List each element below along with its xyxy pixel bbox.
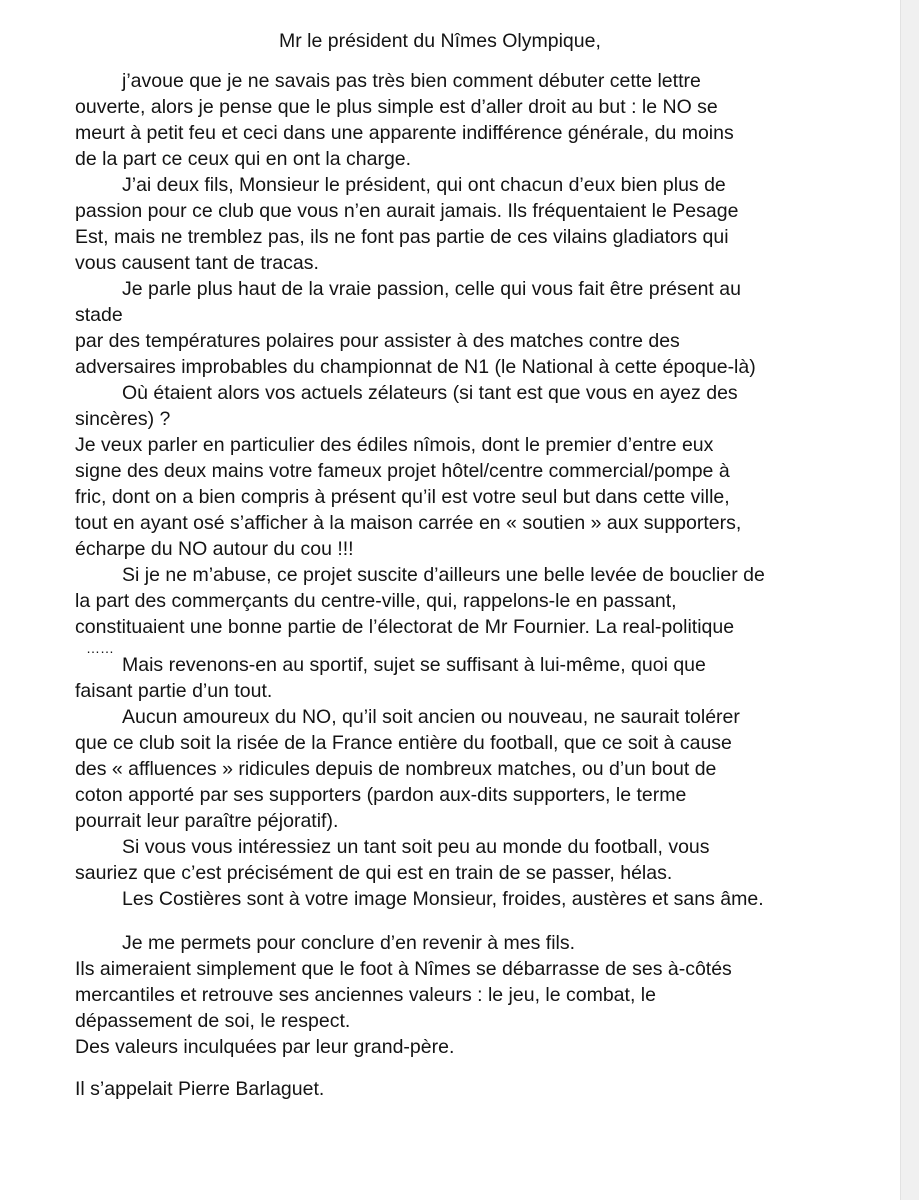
- letter-line: Les Costières sont à votre image Monsieur, froides, austères et sans âme.: [122, 888, 764, 910]
- letter-line: tout en ayant osé s’afficher à la maison carrée en « soutien » aux supporters,: [75, 512, 742, 534]
- letter-line: Ils aimeraient simplement que le foot à Nîmes se débarrasse de ses à-côtés: [75, 958, 732, 980]
- letter-line: pourrait leur paraître péjoratif).: [75, 810, 339, 832]
- letter-line: adversaires improbables du championnat de N1 (le National à cette époque-là): [75, 356, 756, 378]
- letter-line: Je parle plus haut de la vraie passion, celle qui vous fait être présent au: [122, 278, 741, 300]
- letter-line: Je me permets pour conclure d’en revenir à mes fils.: [122, 932, 576, 954]
- letter-line: j’avoue que je ne savais pas très bien comment débuter cette lettre: [122, 70, 701, 92]
- letter-line: Si je ne m’abuse, ce projet suscite d’ailleurs une belle levée de bouclier de: [122, 564, 765, 586]
- letter-line: de la part ce ceux qui en ont la charge.: [75, 148, 412, 170]
- letter-line: des « affluences » ridicules depuis de nombreux matches, ou d’un bout de: [75, 758, 717, 780]
- letter-line: J’ai deux fils, Monsieur le président, qui ont chacun d’eux bien plus de: [122, 174, 726, 196]
- letter-line: ……: [86, 640, 114, 656]
- letter-line: sincères) ?: [75, 408, 171, 430]
- letter-line: faisant partie d’un tout.: [75, 680, 273, 702]
- letter-line: Mais revenons-en au sportif, sujet se suffisant à lui-même, quoi que: [122, 654, 706, 676]
- letter-line: constituaient une bonne partie de l’électorat de Mr Fournier. La real-politique: [75, 616, 735, 638]
- letter-line: Si vous vous intéressiez un tant soit peu au monde du football, vous: [122, 836, 710, 858]
- letter-line: Aucun amoureux du NO, qu’il soit ancien ou nouveau, ne saurait tolérer: [122, 706, 740, 728]
- letter-line: Où étaient alors vos actuels zélateurs (si tant est que vous en ayez des: [122, 382, 738, 404]
- letter-line: stade: [75, 304, 123, 326]
- letter-line: signe des deux mains votre fameux projet hôtel/centre commercial/pompe à: [75, 460, 730, 482]
- letter-line: fric, dont on a bien compris à présent qu’il est votre seul but dans cette ville,: [75, 486, 730, 508]
- letter-line: écharpe du NO autour du cou !!!: [75, 538, 354, 560]
- letter-salutation: Mr le président du Nîmes Olympique,: [279, 30, 601, 52]
- letter-signature-line: Il s’appelait Pierre Barlaguet.: [75, 1078, 325, 1100]
- letter-line: sauriez que c’est précisément de qui est en train de se passer, hélas.: [75, 862, 673, 884]
- letter-line: dépassement de soi, le respect.: [75, 1010, 351, 1032]
- letter-line: ouverte, alors je pense que le plus simple est d’aller droit au but : le NO se: [75, 96, 718, 118]
- letter-line: vous causent tant de tracas.: [75, 252, 319, 274]
- letter-line: la part des commerçants du centre-ville, qui, rappelons-le en passant,: [75, 590, 677, 612]
- letter-line: mercantiles et retrouve ses anciennes valeurs : le jeu, le combat, le: [75, 984, 656, 1006]
- letter-line: Est, mais ne tremblez pas, ils ne font pas partie de ces vilains gladiators qui: [75, 226, 729, 248]
- letter-line: meurt à petit feu et ceci dans une apparente indifférence générale, du moins: [75, 122, 734, 144]
- page-edge: [900, 0, 919, 1200]
- letter-line: Je veux parler en particulier des édiles nîmois, dont le premier d’entre eux: [75, 434, 714, 456]
- letter-line: que ce club soit la risée de la France entière du football, que ce soit à cause: [75, 732, 732, 754]
- letter-line: Des valeurs inculquées par leur grand-père.: [75, 1036, 455, 1058]
- letter-line: par des températures polaires pour assister à des matches contre des: [75, 330, 680, 352]
- letter-line: coton apporté par ses supporters (pardon aux-dits supporters, le terme: [75, 784, 687, 806]
- letter-line: passion pour ce club que vous n’en aurait jamais. Ils fréquentaient le Pesage: [75, 200, 739, 222]
